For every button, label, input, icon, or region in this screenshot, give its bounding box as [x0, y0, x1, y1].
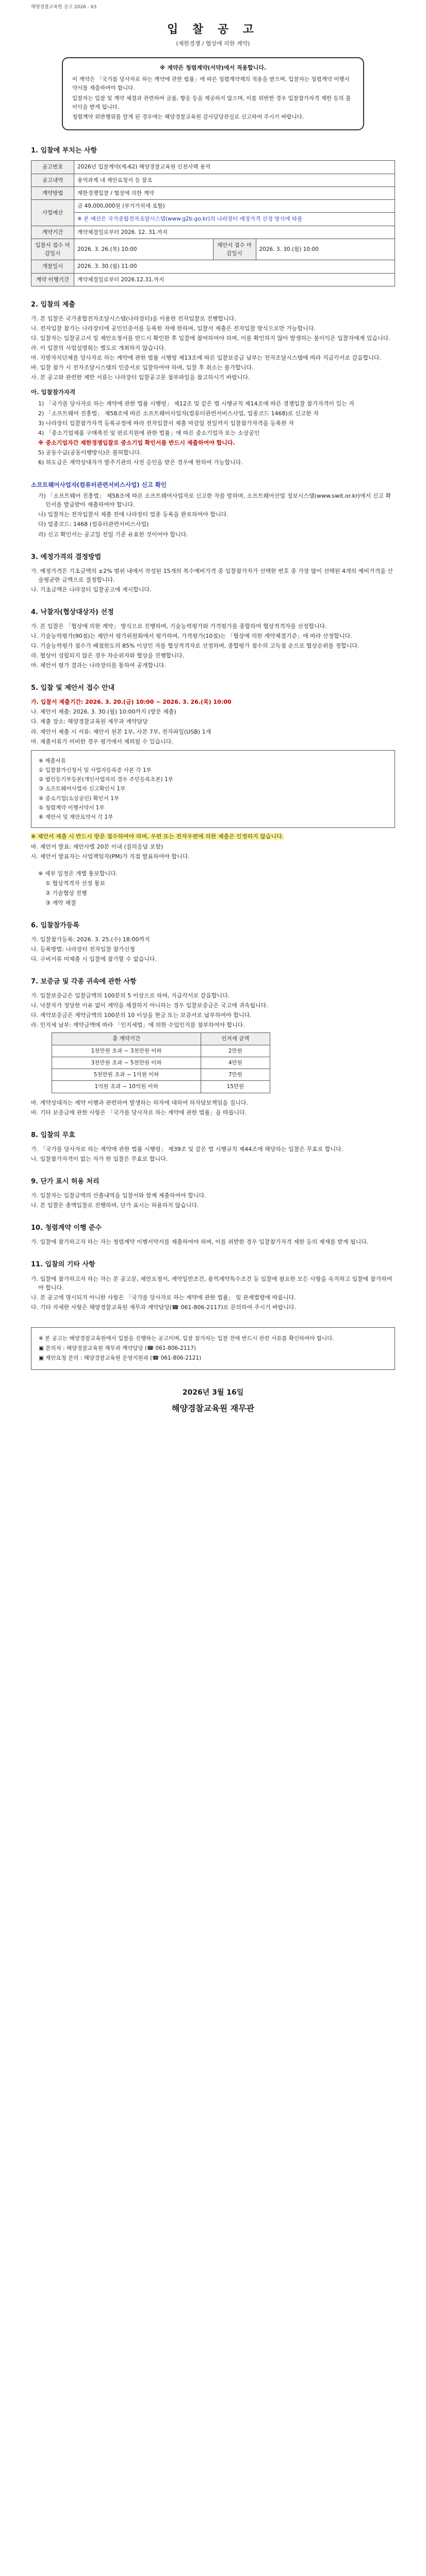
box-line: ① 입찰참가신청서 및 사업자등록증 사본 각 1부 — [39, 767, 152, 773]
column-header: 총 계약기간 — [52, 1033, 201, 1045]
list-item: 나. 제안서 제출: 2026. 3. 30.(월) 10:00까지 (방문 제출) — [31, 708, 176, 716]
list-item: 가. 입찰자는 입찰금액의 산출내역을 입찰서와 함께 제출하여야 합니다. — [31, 1192, 206, 1199]
section-3 — [31, 552, 395, 594]
column-header: 인지세 금액 — [201, 1033, 270, 1045]
table-cell: 2만원 — [201, 1045, 270, 1057]
page-title: 입 찰 공 고 — [167, 22, 259, 36]
section-title: 4. 낙찰자(협상대상자) 선정 — [31, 608, 114, 616]
table-row — [52, 1045, 270, 1057]
box-line: ※ 제출서류 — [39, 757, 66, 764]
section-title: 9. 단가 표시 허용 처리 — [31, 1178, 100, 1186]
table-row — [31, 187, 395, 199]
table-row — [31, 200, 395, 213]
row-value: 2026년 입찰계약(제-62) 해양경찰교육원 인천사택 용역 — [74, 161, 395, 174]
section-4 — [31, 607, 395, 670]
issue-date: 2026년 3월 16일 — [182, 1388, 244, 1397]
table-cell: 5천만원 초과 ~ 1억원 이하 — [52, 1069, 201, 1081]
list-item: 바. 입찰 참가 시 전자조달시스템의 인증서로 입찰하여야 하며, 입찰 후 취소는 불가합니다. — [31, 364, 254, 371]
row-value: 2026. 3. 30.(월) 11:00 — [74, 260, 395, 273]
list-item: 다. 구비서류 미제출 시 입찰에 참가할 수 없습니다. — [31, 956, 157, 963]
list-item: 가. 본 입찰은 「협상에 의한 계약」 방식으로 진행하며, 기술능력평가와 가격평가를 종합하여 협상적격자를 선정합니다. — [31, 622, 327, 630]
list-item: 가. 입찰에 참가하고자 하는 자는 청렴계약 이행서약서를 제출하여야 하며, 이를 위반한 경우 입찰참가자격 제한 등의 제재를 받게 됩니다. — [31, 1239, 369, 1246]
section-5 — [31, 683, 395, 907]
section-title: 6. 입찰참가등록 — [31, 921, 79, 929]
row-label: 제안서 접수 마감일시 — [213, 239, 256, 260]
list-item: 5) 공동수급(공동이행방식)은 불허합니다. — [38, 449, 142, 456]
contact-line: ▣ 제안요청 문의 : 해양경찰교육원 운영지원과 (☎ 061-806-2121) — [39, 1355, 202, 1362]
section-2 — [31, 300, 395, 539]
list-item: 라. 인지세 납부: 계약금액에 따라 「인지세법」에 의한 수입인지를 첨부하여야 합니다. — [31, 1022, 245, 1029]
contact-box — [31, 1327, 395, 1370]
list-item: 마. 제출서류가 미비한 경우 평가에서 제외될 수 있습니다. — [31, 738, 173, 745]
table-cell: 15만원 — [201, 1081, 270, 1093]
subsection-heading: 아. 입찰참가자격 — [31, 388, 76, 396]
list-item: 나. 기술능력평가(90점)는 제안서 평가위원회에서 평가하며, 가격평가(10점)는 「협상에 의한 계약체결기준」에 따라 산정합니다. — [31, 633, 352, 640]
doc-number: 해양경찰교육원 공고 2026 - 63 — [31, 5, 97, 10]
list-item: 바. 기타 보증금에 관한 사항은 「국가를 당사자로 하는 계약에 관한 법률」을 따릅니다. — [31, 1109, 247, 1116]
footer-paragraph: ※ 본 공고는 해양경찰교육원에서 입찰을 진행하는 공고이며, 입찰 참가자는 입찰 전에 반드시 관련 서류를 확인하여야 합니다. — [39, 1335, 334, 1342]
list-item: 나) 입찰자는 전자입찰서 제출 전에 나라장터 업종 등록을 완료하여야 합니다. — [38, 511, 228, 518]
notice-paragraph: 청렴계약 위반행위를 알게 된 경우에는 해양경찰교육원 감사담당관실로 신고하여 주시기 바랍니다. — [72, 114, 304, 121]
table-row — [52, 1069, 270, 1081]
list-item: 가. 입찰에 참가하고자 하는 자는 본 공고문, 제안요청서, 계약일반조건, 용역계약특수조건 등 입찰에 필요한 모든 사항을 숙지하고 입찰에 참가하여야 합니다. — [31, 1275, 392, 1291]
section-9 — [31, 1177, 395, 1210]
section-11 — [31, 1260, 395, 1311]
contact-line: ▣ 문의처 : 해양경찰교육원 재무과 계약담당 (☎ 061-806-2117) — [39, 1345, 196, 1352]
list-item: 다. 기타 자세한 사항은 해양경찰교육원 재무과 계약담당(☎ 061-806-2117)로 문의하여 주시기 바랍니다. — [31, 1303, 297, 1311]
row-label: 사업예산 — [31, 200, 74, 226]
table-cell: 7만원 — [201, 1069, 270, 1081]
section-7 — [31, 977, 395, 1117]
list-item: 가. 예정가격은 기초금액의 ±2% 범위 내에서 작성된 15개의 복수예비가격 중 입찰참가자가 선택한 번호 중 가장 많이 선택된 4개의 예비가격을 산술평균한 금액으로 결정합니다. — [31, 567, 394, 583]
list-item: 마. 지방자치단체를 당사자로 하는 계약에 관한 법률 시행령 제13조에 따른 입찰보증금 납부는 전자조달시스템에 따라 지급각서로 갈음합니다. — [31, 354, 382, 362]
row-label: 입찰서 접수 마감일시 — [31, 239, 74, 260]
highlight-note: ※ 중소기업자간 제한경쟁입찰로 중소기업 확인서를 반드시 제출하여야 합니다. — [38, 439, 235, 447]
section-title: 8. 입찰의 무효 — [31, 1131, 75, 1139]
notice-heading: ※ 계약은 청렴계약(서약)에서 적용합니다. — [159, 64, 267, 72]
notice-paragraph: 입찰자는 입찰 및 계약 체결과 관련하여 금품, 향응 등을 제공하지 않으며, 이를 위반한 경우 입찰참가자격 제한 등의 불이익을 받게 됩니다. — [72, 95, 351, 110]
list-item: 나. 입찰참가자격이 없는 자가 한 입찰은 무효로 합니다. — [31, 1156, 168, 1162]
page-subtitle: (제한경쟁 / 협상에 의한 계약) — [176, 40, 250, 47]
section-title: 2. 입찰의 제출 — [31, 300, 75, 309]
row-value: 제한경쟁입찰 / 협상에 의한 계약 — [74, 187, 395, 199]
list-item: 가. 입찰보증금은 입찰금액의 100분의 5 이상으로 하며, 지급각서로 갈음합니다. — [31, 992, 230, 999]
list-item: 다. 기술능력평가 점수가 배점한도의 85% 이상인 자를 협상적격자로 선정하며, 종합평가 점수의 고득점 순으로 협상순위를 정합니다. — [31, 642, 359, 650]
subsection-heading: 소프트웨어사업자(컴퓨터관련서비스사업) 신고 확인 — [31, 481, 167, 488]
section-title: 3. 예정가격의 결정방법 — [31, 553, 102, 561]
row-value: 계약체결일로부터 2026.12.31.까지 — [74, 273, 395, 286]
list-item: 나. 낙찰자가 정당한 이유 없이 계약을 체결하지 아니하는 경우 입찰보증금은 국고에 귀속됩니다. — [31, 1002, 268, 1009]
list-item: 다. 계약보증금은 계약금액의 100분의 10 이상을 현금 또는 보증서로 납부하여야 합니다. — [31, 1012, 252, 1019]
row-label: 개찰일시 — [31, 260, 74, 273]
table-cell: 1억원 초과 ~ 10억원 이하 — [52, 1081, 201, 1093]
list-item: 라. 협상이 성립되지 않은 경우 차순위자와 협상을 진행합니다. — [31, 652, 185, 659]
bid-info-table — [31, 160, 395, 286]
list-item: 마. 계약상대자는 계약 이행과 관련하여 발생하는 하자에 대하여 하자담보책임을 집니다. — [31, 1099, 248, 1106]
table-row — [31, 161, 395, 174]
list-item: ※ 세부 일정은 개별 통보합니다. — [38, 870, 118, 877]
list-item: 나. 전자입찰 참가는 나라장터에 공인인증서를 등록한 자에 한하며, 입찰서 제출은 전자입찰 방식으로만 가능합니다. — [31, 325, 316, 332]
list-item: 4) 「중소기업제품 구매촉진 및 판로지원에 관한 법률」에 따른 중소기업자 또는 소상공인 — [38, 430, 260, 437]
list-item: 사. 본 공고와 관련한 제반 서류는 나라장터 입찰공고문 첨부파일을 참고하시기 바랍니다. — [31, 374, 250, 381]
section-title: 11. 입찰의 기타 사항 — [31, 1261, 95, 1269]
list-item: 나. 본 입찰은 총액입찰로 진행하며, 단가 표시는 허용하지 않습니다. — [31, 1202, 199, 1209]
section-title: 10. 청렴계약 이행 준수 — [31, 1224, 102, 1232]
list-item: 1) 「국가를 당사자로 하는 계약에 관한 법률 시행령」 제12조 및 같은 법 시행규칙 제14조에 따른 경쟁입찰 참가자격이 있는 자 — [38, 400, 355, 408]
table-row — [31, 213, 395, 226]
list-item: ① 협상적격자 선정 통보 — [45, 879, 105, 887]
section-6 — [31, 921, 395, 963]
table-row — [31, 174, 395, 187]
list-item: 가. 「국가를 당사자로 하는 계약에 관한 법률 시행령」 제39조 및 같은 법 시행규칙 제44조에 해당하는 입찰은 무효로 합니다. — [31, 1145, 343, 1153]
issuing-organization: 해양경찰교육원 재무관 — [171, 1403, 255, 1414]
box-line: ④ 중소기업(소상공인) 확인서 1부 — [39, 795, 120, 802]
list-item: 바. 제안서 발표: 제안사별 20분 이내 (질의응답 포함) — [31, 843, 163, 850]
list-item: 나. 기초금액은 나라장터 입찰공고에 게시합니다. — [31, 586, 152, 593]
list-item: 마. 제안서 평가 결과는 나라장터를 통하여 공개합니다. — [31, 662, 166, 669]
list-item: 가. 본 입찰은 국가종합전자조달시스템(나라장터)을 이용한 전자입찰로 진행합니다. — [31, 315, 236, 323]
table-row — [31, 260, 395, 273]
section-title: 1. 입찰에 부치는 사항 — [31, 147, 97, 155]
table-cell: 1천만원 초과 ~ 3천만원 이하 — [52, 1045, 201, 1057]
list-item: ③ 계약 체결 — [45, 899, 76, 906]
list-item: 가. 입찰참가등록: 2026. 3. 25.(수) 18:00까지 — [31, 936, 150, 943]
list-item: 가. 입찰서 제출기간: 2026. 3. 20.(금) 10:00 ~ 2026. 3. 26.(목) 10:00 — [31, 699, 232, 706]
table-row — [31, 226, 395, 239]
row-label: 계약기간 — [31, 226, 74, 239]
required-documents-box — [31, 750, 395, 828]
table-cell: 3천만원 초과 ~ 5천만원 이하 — [52, 1057, 201, 1069]
box-line: ③ 소프트웨어사업자 신고확인서 1부 — [39, 786, 126, 792]
row-value: ※ 본 예산은 국가종합전자조달시스템(www.g2b.go.kr)의 나라장터 예정가격 산정 방식에 따름 — [74, 213, 395, 226]
table-row — [31, 273, 395, 286]
list-item: 가) 「소프트웨어 진흥법」 제58조에 따른 소프트웨어사업자로 신고한 자를 말하며, 소프트웨어산업 정보시스템(www.swit.or.kr)에서 신고 확인서를 발급받아 제출하여야 합니다. — [38, 493, 391, 509]
row-label: 계약방법 — [31, 187, 74, 199]
list-item: 라. 이 입찰의 사업설명회는 별도로 개최하지 않습니다. — [31, 345, 166, 352]
list-item: 6) 하도급은 계약상대자가 발주기관의 사전 승인을 받은 경우에 한하여 가능합니다. — [38, 459, 243, 466]
table-row — [52, 1057, 270, 1069]
list-item: 2) 「소프트웨어 진흥법」 제58조에 따른 소프트웨어사업자(컴퓨터관련서비스사업, 업종코드 1468)로 신고한 자 — [38, 410, 319, 417]
row-value: 용역과제 내 제안요청서 등 참조 — [74, 174, 395, 187]
box-line: ⑥ 제안서 및 제안요약서 각 1부 — [39, 814, 113, 821]
list-item: 다. 제출 장소: 해양경찰교육원 재무과 계약담당 — [31, 718, 148, 725]
row-label: 공고내역 — [31, 174, 74, 187]
section-title: 7. 보증금 및 각종 귀속에 관한 사항 — [31, 978, 137, 986]
table-row — [52, 1081, 270, 1093]
row-value: 금 49,000,000원 (부가가치세 포함) — [74, 200, 395, 213]
list-item: 사. 제안서 발표자는 사업책임자(PM)가 직접 발표하여야 합니다. — [31, 853, 190, 860]
box-line: ② 법인등기부등본(개인사업자의 경우 주민등록초본) 1부 — [39, 776, 173, 783]
list-item: 3) 나라장터 입찰참가자격 등록규정에 따라 전자입찰서 제출 마감일 전일까지 입찰참가자격을 등록한 자 — [38, 420, 294, 427]
list-item: ② 기술협상 진행 — [45, 889, 87, 896]
row-value: 2026. 3. 26.(목) 10:00 — [74, 239, 214, 260]
row-value: 2026. 3. 30.(월) 10:00 — [256, 239, 395, 260]
table-row — [31, 239, 395, 260]
table-cell: 4만원 — [201, 1057, 270, 1069]
stamp-tax-table — [52, 1032, 270, 1093]
highlighted-note: ※ 제안서 제출 시 반드시 방문 접수하여야 하며, 우편 또는 전자우편에 의한 제출은 인정하지 않습니다. — [31, 833, 284, 840]
notice-paragraph: 이 계약은 「국가를 당사자로 하는 계약에 관한 법률」에 따른 청렴계약제의 적용을 받으며, 입찰자는 청렴계약 이행서약서를 제출하여야 합니다. — [72, 76, 350, 91]
list-item: 다) 업종코드: 1468 (컴퓨터관련서비스사업) — [38, 521, 149, 528]
row-label: 공고번호 — [31, 161, 74, 174]
box-line: ⑤ 청렴계약 이행서약서 1부 — [39, 804, 105, 811]
row-value: 계약체결일로부터 2026. 12. 31.까지 — [74, 226, 395, 239]
section-10 — [31, 1223, 395, 1246]
row-label: 계약 이행기간 — [31, 273, 74, 286]
section-title: 5. 입찰 및 제안서 접수 안내 — [31, 684, 115, 692]
table-header-row — [52, 1033, 270, 1045]
list-item: 다. 입찰자는 입찰공고서 및 제안요청서를 반드시 확인한 후 입찰에 참여하여야 하며, 이를 확인하지 않아 발생하는 불이익은 입찰자에게 있습니다. — [31, 335, 390, 342]
list-item: 나. 본 공고에 명시되지 아니한 사항은 「국가를 당사자로 하는 계약에 관한 법률」 및 관계법령에 따릅니다. — [31, 1294, 296, 1301]
list-item: 라. 제안서 제출 시 서류: 제안서 원본 1부, 사본 7부, 전자파일(USB) 1개 — [31, 728, 211, 735]
section-1 — [31, 146, 395, 286]
list-item: 라) 신고 확인서는 공고일 전일 기준 유효한 것이어야 합니다. — [38, 531, 188, 538]
list-item: 나. 등록방법: 나라장터 전자입찰 참가신청 — [31, 945, 135, 953]
section-8 — [31, 1130, 395, 1163]
integrity-notice-box — [62, 57, 364, 130]
